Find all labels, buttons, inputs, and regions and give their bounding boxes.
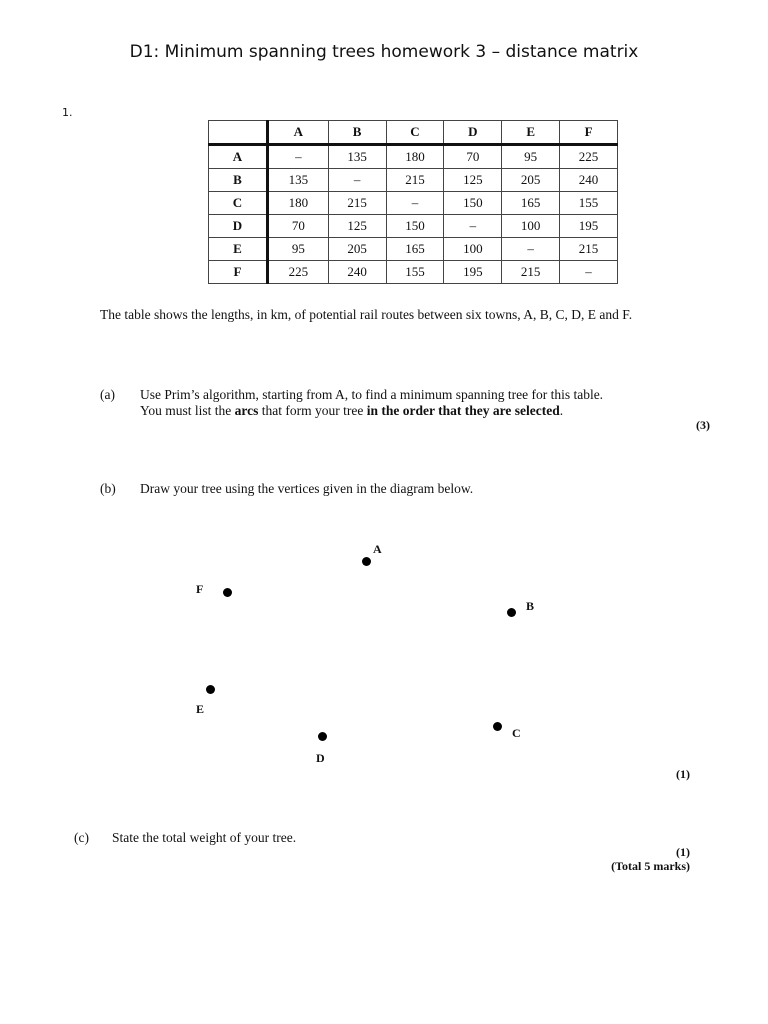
- vertex-a-dot: [362, 557, 371, 566]
- table-cell: 150: [386, 215, 444, 238]
- row-header: C: [209, 192, 268, 215]
- table-cell: 100: [502, 215, 560, 238]
- order-emphasis: in the order that they are selected: [366, 403, 560, 418]
- arcs-emphasis: arcs: [234, 403, 259, 418]
- table-row: [209, 261, 618, 284]
- table-cell: 155: [386, 261, 444, 284]
- table-cell: 165: [502, 192, 560, 215]
- column-header: A: [268, 121, 329, 145]
- vertex-f-label: F: [196, 582, 204, 596]
- vertex-c-label: C: [512, 726, 521, 740]
- column-header: C: [386, 121, 444, 145]
- row-header: E: [209, 238, 268, 261]
- table-cell: 205: [502, 169, 560, 192]
- table-cell: 240: [560, 169, 618, 192]
- column-header: E: [502, 121, 560, 145]
- table-cell: 155: [560, 192, 618, 215]
- part-c-label: (c): [74, 830, 89, 845]
- part-b-label: (b): [100, 481, 116, 496]
- part-a-line1: Use Prim’s algorithm, starting from A, to find a minimum spanning tree for this table.: [140, 387, 604, 402]
- vertex-b-label: B: [526, 599, 535, 613]
- total-marks: (Total 5 marks): [611, 859, 690, 873]
- table-cell: 95: [268, 238, 329, 261]
- part-a-text: You must list the: [140, 403, 235, 418]
- table-cell: –: [502, 238, 560, 261]
- vertex-d-label: D: [316, 751, 325, 765]
- table-cell: –: [268, 145, 329, 169]
- part-b-text: Draw your tree using the vertices given in the diagram below.: [140, 481, 474, 496]
- table-cell: 195: [444, 261, 502, 284]
- vertex-c-dot: [493, 722, 502, 731]
- part-a-marks: (3): [696, 418, 710, 432]
- part-a-line2: [140, 402, 700, 419]
- table-cell: 150: [444, 192, 502, 215]
- table-cell: –: [386, 192, 444, 215]
- table-cell: 215: [560, 238, 618, 261]
- table-cell: –: [444, 215, 502, 238]
- part-b-marks: (1): [676, 767, 690, 781]
- row-header: B: [209, 169, 268, 192]
- table-row: [209, 169, 618, 192]
- table-cell: 215: [386, 169, 444, 192]
- table-cell: –: [560, 261, 618, 284]
- page-title: D1: Minimum spanning trees homework 3 – distance matrix: [129, 42, 639, 62]
- intro-paragraph: The table shows the lengths, in km, of potential rail routes between six towns, A, B, C, D, E and F.: [100, 307, 633, 322]
- table-cell: 215: [502, 261, 560, 284]
- row-header: D: [209, 215, 268, 238]
- vertex-e-dot: [206, 685, 215, 694]
- table-cell: 70: [444, 145, 502, 169]
- table-cell: 165: [386, 238, 444, 261]
- column-header: D: [444, 121, 502, 145]
- table-cell: 225: [560, 145, 618, 169]
- table-corner-cell: [209, 121, 268, 145]
- table-row: [209, 238, 618, 261]
- row-header: F: [209, 261, 268, 284]
- part-a-text: .: [559, 403, 564, 418]
- table-cell: 135: [268, 169, 329, 192]
- vertex-e-label: E: [196, 702, 205, 716]
- table-cell: 100: [444, 238, 502, 261]
- table-cell: 195: [560, 215, 618, 238]
- table-cell: 125: [444, 169, 502, 192]
- row-header: A: [209, 145, 268, 169]
- table-cell: 180: [386, 145, 444, 169]
- table-cell: 70: [268, 215, 329, 238]
- column-header: F: [560, 121, 618, 145]
- vertex-a-label: A: [373, 542, 382, 556]
- table-cell: –: [328, 169, 386, 192]
- part-c-text: State the total weight of your tree.: [112, 830, 297, 845]
- table-row: [209, 145, 618, 169]
- table-cell: 125: [328, 215, 386, 238]
- part-a-text: that form your tree: [258, 403, 367, 418]
- table-cell: 205: [328, 238, 386, 261]
- column-header: B: [328, 121, 386, 145]
- table-cell: 180: [268, 192, 329, 215]
- vertex-b-dot: [507, 608, 516, 617]
- table-cell: 225: [268, 261, 329, 284]
- table-row: [209, 215, 618, 238]
- table-cell: 240: [328, 261, 386, 284]
- part-a-label: (a): [100, 387, 115, 402]
- table-cell: 95: [502, 145, 560, 169]
- table-cell: 215: [328, 192, 386, 215]
- table-cell: 135: [328, 145, 386, 169]
- vertex-f-dot: [223, 588, 232, 597]
- vertex-d-dot: [318, 732, 327, 741]
- distance-matrix-table: [208, 120, 618, 284]
- question-number: 1.: [62, 106, 73, 119]
- table-row: [209, 192, 618, 215]
- table-header-row: [209, 121, 618, 145]
- part-c-marks: (1): [676, 845, 690, 859]
